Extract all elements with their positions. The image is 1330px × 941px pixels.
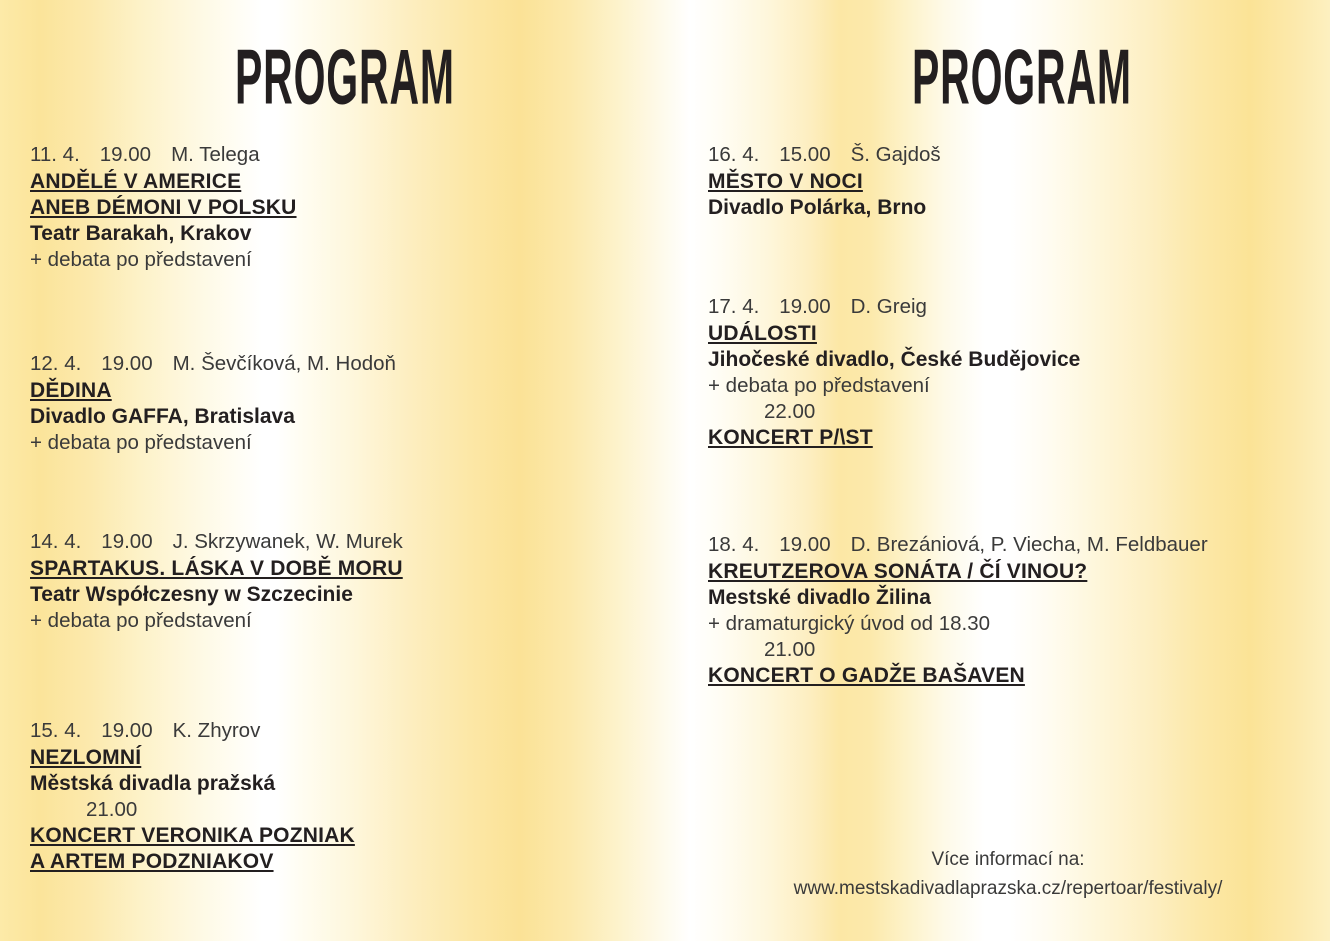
event-time: 19.00 [99, 143, 152, 166]
event-item [30, 719, 650, 876]
event-author: Š. Gajdoš [850, 143, 941, 166]
footer [708, 845, 1308, 904]
event-extra-title: KONCERT VERONIKA POZNIAK [30, 824, 355, 847]
event-item [30, 530, 650, 635]
event-author: M. Ševčíková, M. Hodoň [172, 352, 396, 375]
event-meta [30, 352, 650, 376]
event-note: + dramaturgický úvod od 18.30 [708, 612, 991, 635]
event-item [708, 295, 1308, 452]
footer-label: Více informací na: [931, 849, 1085, 870]
event-extra-title-line2: A ARTEM PODZNIAKOV [30, 850, 274, 873]
event-meta [30, 719, 650, 743]
event-date: 17. 4. [708, 295, 760, 318]
event-item [708, 533, 1308, 690]
event-theatre: Mestské divadlo Žilina [708, 586, 931, 609]
right-program-heading: PROGRAM [912, 33, 1132, 121]
event-meta [708, 143, 1308, 167]
event-extra-time: 21.00 [764, 638, 816, 661]
event-title: DĚDINA [30, 379, 112, 402]
event-note: + debata po představení [30, 609, 252, 632]
event-author: J. Skrzywanek, W. Murek [172, 530, 403, 553]
event-meta [708, 295, 1308, 319]
event-extra-title: KONCERT P/\ST [708, 426, 873, 449]
event-title: KREUTZEROVA SONÁTA / ČÍ VINOU? [708, 560, 1088, 583]
event-author: K. Zhyrov [172, 719, 261, 742]
event-theatre: Teatr Barakah, Krakov [30, 222, 252, 245]
event-note: + debata po představení [708, 374, 930, 397]
event-meta [30, 530, 650, 554]
event-note: + debata po představení [30, 431, 252, 454]
event-author: D. Brezániová, P. Viecha, M. Feldbauer [850, 533, 1208, 556]
event-time: 19.00 [101, 719, 153, 742]
event-time: 19.00 [779, 533, 831, 556]
event-date: 12. 4. [30, 352, 82, 375]
event-extra-time: 22.00 [764, 400, 816, 423]
left-program-heading: PROGRAM [235, 33, 455, 121]
event-item [30, 352, 650, 457]
event-author: D. Greig [850, 295, 927, 318]
event-theatre: Divadlo Polárka, Brno [708, 196, 927, 219]
left-program-heading-wrap [235, 32, 503, 121]
event-title: MĚSTO V NOCI [708, 170, 863, 193]
event-title-line2: ANEB DÉMONI V POLSKU [30, 196, 297, 219]
event-author: M. Telega [171, 143, 260, 166]
event-item [708, 143, 1308, 222]
event-time: 19.00 [101, 530, 153, 553]
event-theatre: Teatr Współczesny w Szczecinie [30, 583, 353, 606]
event-theatre: Divadlo GAFFA, Bratislava [30, 405, 295, 428]
event-title: UDÁLOSTI [708, 322, 817, 345]
event-extra-time: 21.00 [86, 798, 138, 821]
event-item [30, 143, 650, 274]
event-theatre: Jihočeské divadlo, České Budějovice [708, 348, 1081, 371]
event-extra-title: KONCERT O GADŽE BAŠAVEN [708, 664, 1025, 687]
event-time: 19.00 [101, 352, 153, 375]
event-title: SPARTAKUS. LÁSKA V DOBĚ MORU [30, 557, 403, 580]
event-title: NEZLOMNÍ [30, 746, 142, 769]
event-time: 15.00 [779, 143, 831, 166]
event-note: + debata po představení [30, 248, 252, 271]
footer-url[interactable]: www.mestskadivadlaprazska.cz/repertoar/festivaly/ [793, 878, 1223, 900]
event-theatre: Městská divadla pražská [30, 772, 276, 795]
event-meta [30, 143, 650, 167]
right-program-heading-wrap [912, 32, 1180, 121]
event-title: ANDĚLÉ V AMERICE [30, 170, 242, 193]
event-date: 11. 4. [30, 143, 80, 166]
event-date: 14. 4. [30, 530, 82, 553]
event-date: 16. 4. [708, 143, 760, 166]
event-date: 18. 4. [708, 533, 760, 556]
event-time: 19.00 [779, 295, 831, 318]
event-date: 15. 4. [30, 719, 82, 742]
event-meta [708, 533, 1308, 557]
